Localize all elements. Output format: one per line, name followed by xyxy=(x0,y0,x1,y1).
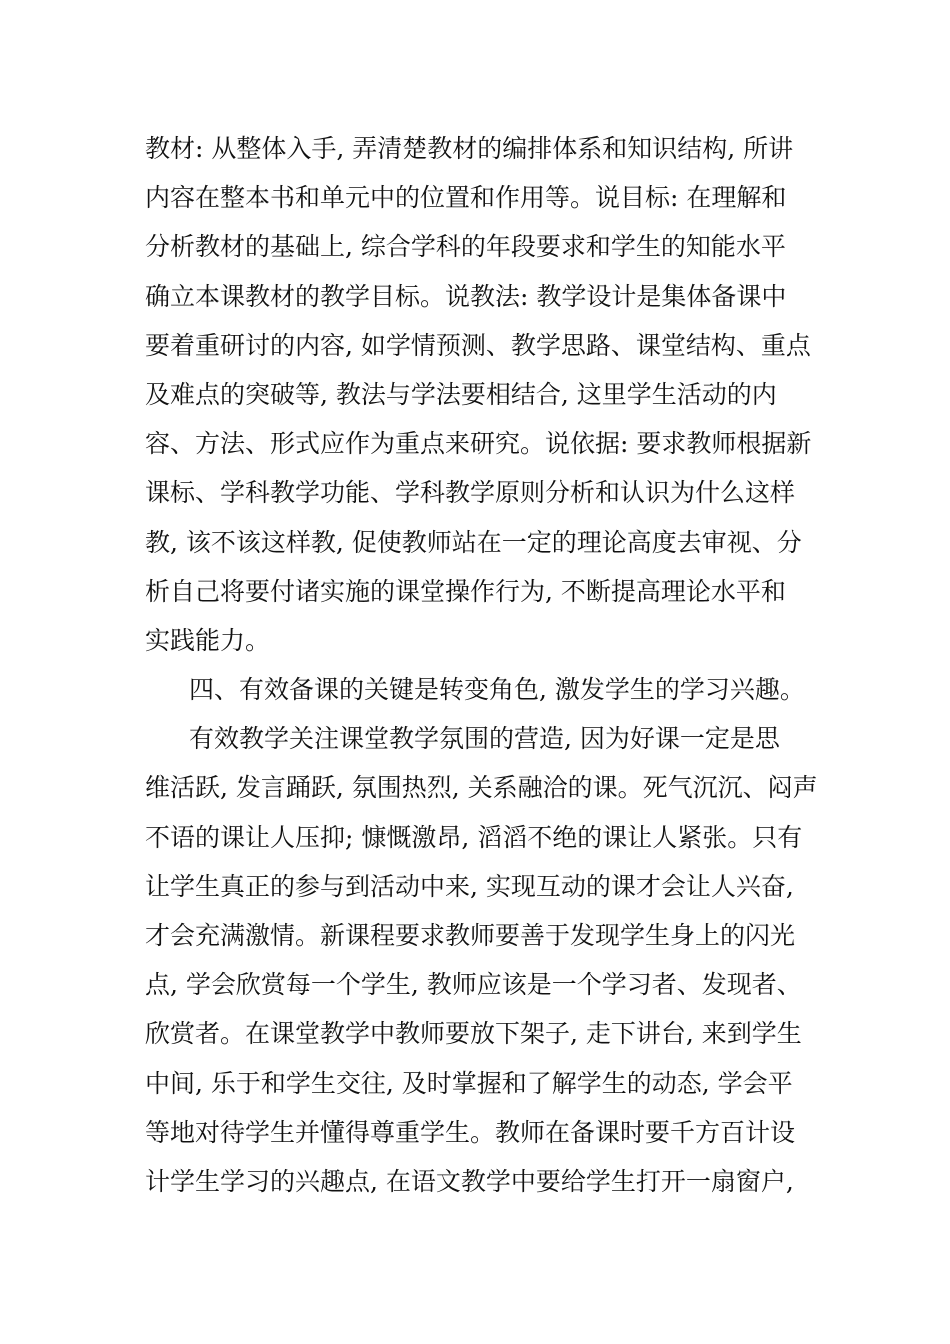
text-line: 等地对待学生并懂得尊重学生。教师在备课时要千方百计设 xyxy=(145,1117,796,1147)
section-heading: 四、有效备课的关键是转变角色, 激发学生的学习兴趣。 xyxy=(189,675,805,705)
text-line: 维活跃, 发言踊跃, 氛围热烈, 关系融洽的课。死气沉沉、闷声 xyxy=(145,773,818,803)
text-line: 点, 学会欣赏每一个学生, 教师应该是一个学习者、发现者、 xyxy=(145,970,802,1000)
text-line: 欣赏者。在课堂教学中教师要放下架子, 走下讲台, 来到学生 xyxy=(145,1019,802,1049)
text-line: 析自己将要付诸实施的课堂操作行为, 不断提高理论水平和 xyxy=(145,576,786,606)
text-line: 教材: 从整体入手, 弄清楚教材的编排体系和知识结构, 所讲 xyxy=(145,134,794,163)
text-line: 让学生真正的参与到活动中来, 实现互动的课才会让人兴奋, xyxy=(145,871,794,901)
text-line: 有效教学关注课堂教学氛围的营造, 因为好课一定是思 xyxy=(189,724,780,754)
text-line: 计学生学习的兴趣点, 在语文教学中要给学生打开一扇窗户, xyxy=(145,1166,794,1196)
text-line: 实践能力。 xyxy=(145,625,271,655)
text-line: 教, 该不该这样教, 促使教师站在一定的理论高度去审视、分 xyxy=(145,527,802,557)
body-text xyxy=(145,124,818,1206)
text-line: 课标、学科教学功能、学科教学原则分析和认识为什么这样 xyxy=(145,478,796,508)
text-line: 中间, 乐于和学生交往, 及时掌握和了解学生的动态, 学会平 xyxy=(145,1068,793,1098)
text-line: 确立本课教材的教学目标。说教法: 教学设计是集体备课中 xyxy=(145,281,787,311)
text-line: 及难点的突破等, 教法与学法要相结合, 这里学生活动的内 xyxy=(145,379,777,409)
text-line: 分析教材的基础上, 综合学科的年段要求和学生的知能水平 xyxy=(145,232,786,262)
text-line: 容、方法、形式应作为重点来研究。说依据: 要求教师根据新 xyxy=(145,429,812,459)
text-line: 要着重研讨的内容, 如学情预测、教学思路、课堂结构、重点 xyxy=(145,330,811,360)
text-line: 才会充满激情。新课程要求教师要善于发现学生身上的闪光 xyxy=(145,921,796,950)
text-line: 不语的课让人压抑; 慷慨激昂, 滔滔不绝的课让人紧张。只有 xyxy=(145,822,803,852)
text-line: 内容在整本书和单元中的位置和作用等。说目标: 在理解和 xyxy=(145,183,787,213)
